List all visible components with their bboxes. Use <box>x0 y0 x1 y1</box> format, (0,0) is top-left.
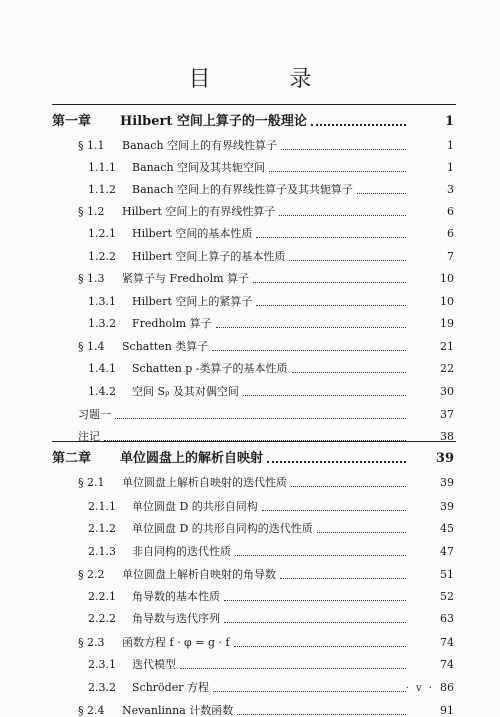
toc-entry-number: § 2.4 <box>78 704 105 717</box>
toc-entry-title: Hilbert 空间上的有界线性算子 <box>122 205 276 218</box>
toc-entry-number: 2.2.1 <box>88 590 116 603</box>
toc-entry-title: Hilbert 空间的基本性质 <box>132 227 253 240</box>
toc-entry-title: Banach 空间及其共轭空间 <box>132 161 266 174</box>
toc-entry-section[interactable] <box>0 265 500 285</box>
toc-entry-number: 1.4.1 <box>88 362 116 375</box>
toc-entry-title: 非自同构的迭代性质 <box>132 545 231 558</box>
toc-entry-plain[interactable] <box>0 423 500 443</box>
dot-leader <box>267 461 406 463</box>
toc-entry-page: 21 <box>440 340 454 353</box>
toc-entry-section[interactable] <box>0 333 500 353</box>
dot-leader <box>311 124 406 126</box>
toc-entry-plain[interactable] <box>0 401 500 421</box>
dot-leader <box>317 532 406 533</box>
toc-entry-sub[interactable] <box>0 355 500 375</box>
toc-entry-number: 1.3.1 <box>88 295 116 308</box>
dot-leader <box>256 305 406 306</box>
toc-entry-page: 10 <box>440 272 454 285</box>
toc-entry-number: 1.2.2 <box>88 250 116 263</box>
toc-entry-page: 91 <box>440 704 454 717</box>
toc-entry-page: 10 <box>440 295 454 308</box>
toc-entry-title: Banach 空间上的有界线性算子 <box>122 139 278 152</box>
toc-entry-sub[interactable] <box>0 378 500 398</box>
toc-entry-page: 39 <box>440 500 454 513</box>
toc-entry-page: 30 <box>440 385 454 398</box>
toc-entry-title: 紧算子与 Fredholm 算子 <box>122 272 250 285</box>
chapter-divider <box>52 441 456 442</box>
toc-entry-number: 1.4.2 <box>88 385 116 398</box>
toc-entry-section[interactable] <box>0 697 500 717</box>
toc-entry-number: § 1.1 <box>78 139 105 152</box>
toc-entry-sub[interactable] <box>0 583 500 603</box>
toc-entry-section[interactable] <box>0 469 500 489</box>
toc-entry-number: 2.1.3 <box>88 545 116 558</box>
toc-entry-sub[interactable] <box>0 154 500 174</box>
toc-entry-number: 1.2.1 <box>88 227 116 240</box>
dot-leader <box>237 714 406 715</box>
dot-leader <box>212 350 406 351</box>
toc-entry-page: 37 <box>440 408 454 421</box>
toc-entry-sub[interactable] <box>0 288 500 308</box>
dot-leader <box>281 149 406 150</box>
toc-entry-title: 单位圆盘上的解析自映射 <box>120 451 264 466</box>
toc-entry-sub[interactable] <box>0 515 500 535</box>
dot-leader <box>253 282 406 283</box>
dot-leader <box>279 215 406 216</box>
toc-entry-number: § 2.1 <box>78 476 105 489</box>
toc-entry-title: 函数方程 f · φ = g · f <box>122 636 230 649</box>
toc-entry-title: 单位圆盘上解析自映射的迭代性质 <box>122 476 287 489</box>
toc-entry-page: 6 <box>447 205 454 218</box>
toc-entry-page: 7 <box>447 250 454 263</box>
dot-leader <box>292 372 406 373</box>
toc-entry-title: Schatten p -类算子的基本性质 <box>132 362 288 375</box>
toc-entry-page: 22 <box>440 362 454 375</box>
toc-entry-page: 47 <box>440 545 454 558</box>
toc-entry-page: 1 <box>447 139 454 152</box>
toc-entry-number: § 1.4 <box>78 340 105 353</box>
toc-entry-number: 2.2.2 <box>88 612 116 625</box>
dot-leader <box>262 510 406 511</box>
toc-entry-title: 角导数的基本性质 <box>132 590 220 603</box>
dot-leader <box>216 327 406 328</box>
toc-entry-title: 习题一 <box>78 408 111 421</box>
toc-entry-number: 1.3.2 <box>88 317 116 330</box>
toc-entry-number: § 2.3 <box>78 636 105 649</box>
toc-entry-number: § 2.2 <box>78 568 105 581</box>
toc-entry-sub[interactable] <box>0 493 500 513</box>
toc-entry-title: Schröder 方程 <box>132 681 209 694</box>
toc-entry-section[interactable] <box>0 561 500 581</box>
toc-entry-page: 1 <box>444 114 454 129</box>
dot-leader <box>224 600 406 601</box>
toc-entry-title: Hilbert 空间上算子的一般理论 <box>120 114 307 129</box>
dot-leader <box>235 555 406 556</box>
dot-leader <box>180 668 406 669</box>
toc-entry-number: 第一章 <box>52 114 92 129</box>
toc-entry-number: 2.3.2 <box>88 681 116 694</box>
toc-entry-section[interactable] <box>0 198 500 218</box>
toc-entry-page: 19 <box>440 317 454 330</box>
toc-entry-number: 1.1.2 <box>88 183 116 196</box>
dot-leader <box>291 486 406 487</box>
dot-leader <box>289 260 406 261</box>
toc-entry-title: 迭代模型 <box>132 658 176 671</box>
toc-entry-number: § 1.2 <box>78 205 105 218</box>
toc-entry-sub[interactable] <box>0 651 500 671</box>
dot-leader <box>269 171 406 172</box>
toc-entry-page: 52 <box>440 590 454 603</box>
toc-entry-page: 39 <box>440 476 454 489</box>
toc-entry-title: 单位圆盘 D 的共形自同构 <box>132 500 258 513</box>
toc-entry-page: 39 <box>435 451 454 466</box>
toc-entry-title: Schatten 类算子 <box>122 340 209 353</box>
toc-entry-chapter[interactable] <box>0 445 500 465</box>
toc-entry-sub[interactable] <box>0 605 500 625</box>
dot-leader <box>357 193 406 194</box>
toc-entry-title: Banach 空间上的有界线性算子及其共轭算子 <box>132 183 354 196</box>
toc-entry-page: 45 <box>440 522 454 535</box>
dot-leader <box>224 622 406 623</box>
dot-leader <box>115 418 406 419</box>
chapter-divider <box>52 104 456 105</box>
toc-entry-page: 74 <box>440 658 454 671</box>
toc-entry-page: 6 <box>447 227 454 240</box>
dot-leader <box>243 395 406 396</box>
toc-entry-title: 单位圆盘上解析自映射的角导数 <box>122 568 276 581</box>
dot-leader <box>213 691 406 692</box>
toc-entry-page: 38 <box>440 430 454 443</box>
toc-entry-page: 3 <box>447 183 454 196</box>
toc-entry-number: § 1.3 <box>78 272 105 285</box>
toc-entry-title: Hilbert 空间上的紧算子 <box>132 295 253 308</box>
toc-entry-title: 角导数与迭代序列 <box>132 612 220 625</box>
toc-entry-sub[interactable] <box>0 176 500 196</box>
toc-entry-title: 单位圆盘 D 的共形自同构的迭代性质 <box>132 522 313 535</box>
toc-entry-sub[interactable] <box>0 220 500 240</box>
toc-entry-number: 1.1.1 <box>88 161 116 174</box>
toc-entry-page: 74 <box>440 636 454 649</box>
toc-entry-number: 2.3.1 <box>88 658 116 671</box>
toc-entry-number: 第二章 <box>52 451 92 466</box>
toc-entry-chapter[interactable] <box>0 108 500 128</box>
toc-entry-title: 注记 <box>78 430 100 443</box>
toc-entry-number: 2.1.1 <box>88 500 116 513</box>
dot-leader <box>256 237 406 238</box>
toc-entry-page: 63 <box>440 612 454 625</box>
toc-entry-sub[interactable] <box>0 310 500 330</box>
toc-entry-section[interactable] <box>0 629 500 649</box>
page-number-footer: · v · <box>405 683 434 694</box>
toc-entry-sub[interactable] <box>0 243 500 263</box>
toc-entry-page: 86 <box>440 681 454 694</box>
dot-leader <box>280 578 406 579</box>
dot-leader <box>234 646 406 647</box>
toc-entry-page: 51 <box>440 568 454 581</box>
toc-entry-page: 1 <box>447 161 454 174</box>
toc-entry-section[interactable] <box>0 132 500 152</box>
toc-entry-title: Fredholm 算子 <box>132 317 212 330</box>
toc-entry-sub[interactable] <box>0 538 500 558</box>
toc-entry-number: 2.1.2 <box>88 522 116 535</box>
toc-entry-title: Nevanlinna 计数函数 <box>122 704 234 717</box>
page-title: 目 录 <box>188 67 348 92</box>
toc-entry-title: 空间 Sₚ 及其对偶空间 <box>132 385 239 398</box>
toc-entry-title: Hilbert 空间上算子的基本性质 <box>132 250 286 263</box>
